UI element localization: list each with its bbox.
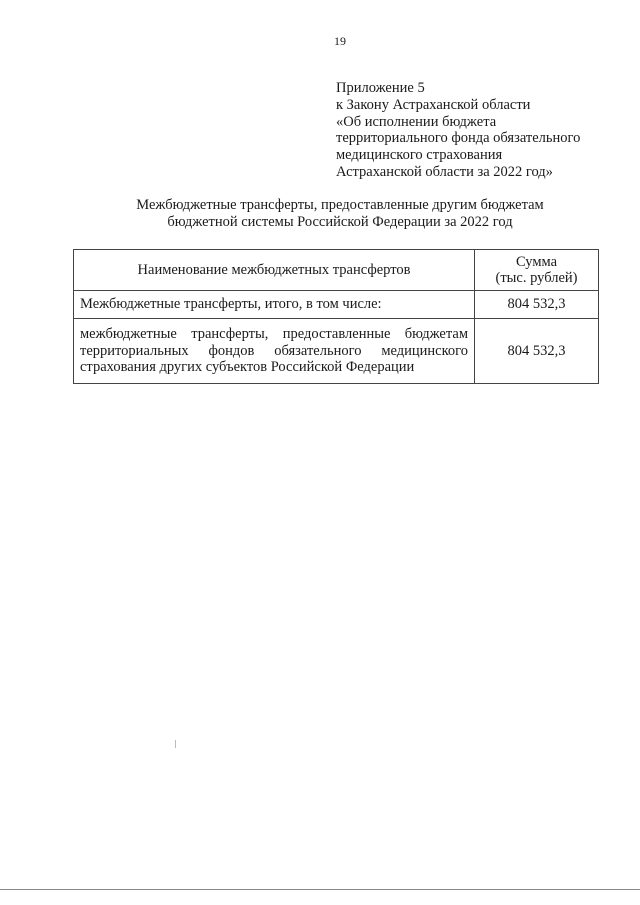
appendix-header bbox=[336, 80, 580, 181]
row-sum: 804 532,3 bbox=[475, 291, 599, 319]
appendix-line: медицинского страхования bbox=[336, 147, 503, 164]
header-name: Наименование межбюджетных трансфертов bbox=[74, 250, 475, 291]
appendix-line: «Об исполнении бюджета bbox=[336, 113, 497, 130]
table-row bbox=[74, 319, 599, 384]
table-header-row bbox=[74, 250, 599, 291]
header-sum bbox=[475, 250, 599, 291]
appendix-line: к Закону Астраханской области bbox=[336, 96, 531, 113]
appendix-line: территориального фонда обязательного bbox=[336, 130, 581, 147]
scan-mark bbox=[175, 740, 176, 748]
table-row bbox=[74, 291, 599, 319]
title-line: бюджетной системы Российской Федерации за 2022 год bbox=[167, 214, 513, 230]
appendix-line: Астраханской области за 2022 год» bbox=[336, 163, 553, 180]
title-line: Межбюджетные трансферты, предоставленные другим бюджетам bbox=[136, 197, 544, 213]
row-name: межбюджетные трансферты, предоставленные бюджетам территориальных фондов обязательного медицинского страхования других субъектов Российской Федерации bbox=[74, 319, 475, 384]
row-sum: 804 532,3 bbox=[475, 319, 599, 384]
header-sum-line1: Сумма bbox=[515, 253, 558, 270]
row-name: Межбюджетные трансферты, итого, в том числе: bbox=[74, 291, 475, 319]
page-number: 19 bbox=[334, 34, 346, 48]
document-title bbox=[60, 197, 620, 231]
transfers-table bbox=[73, 249, 599, 384]
page-bottom-edge bbox=[0, 889, 640, 890]
appendix-line: Приложение 5 bbox=[336, 80, 425, 96]
header-sum-line2: (тыс. рублей) bbox=[495, 270, 578, 286]
